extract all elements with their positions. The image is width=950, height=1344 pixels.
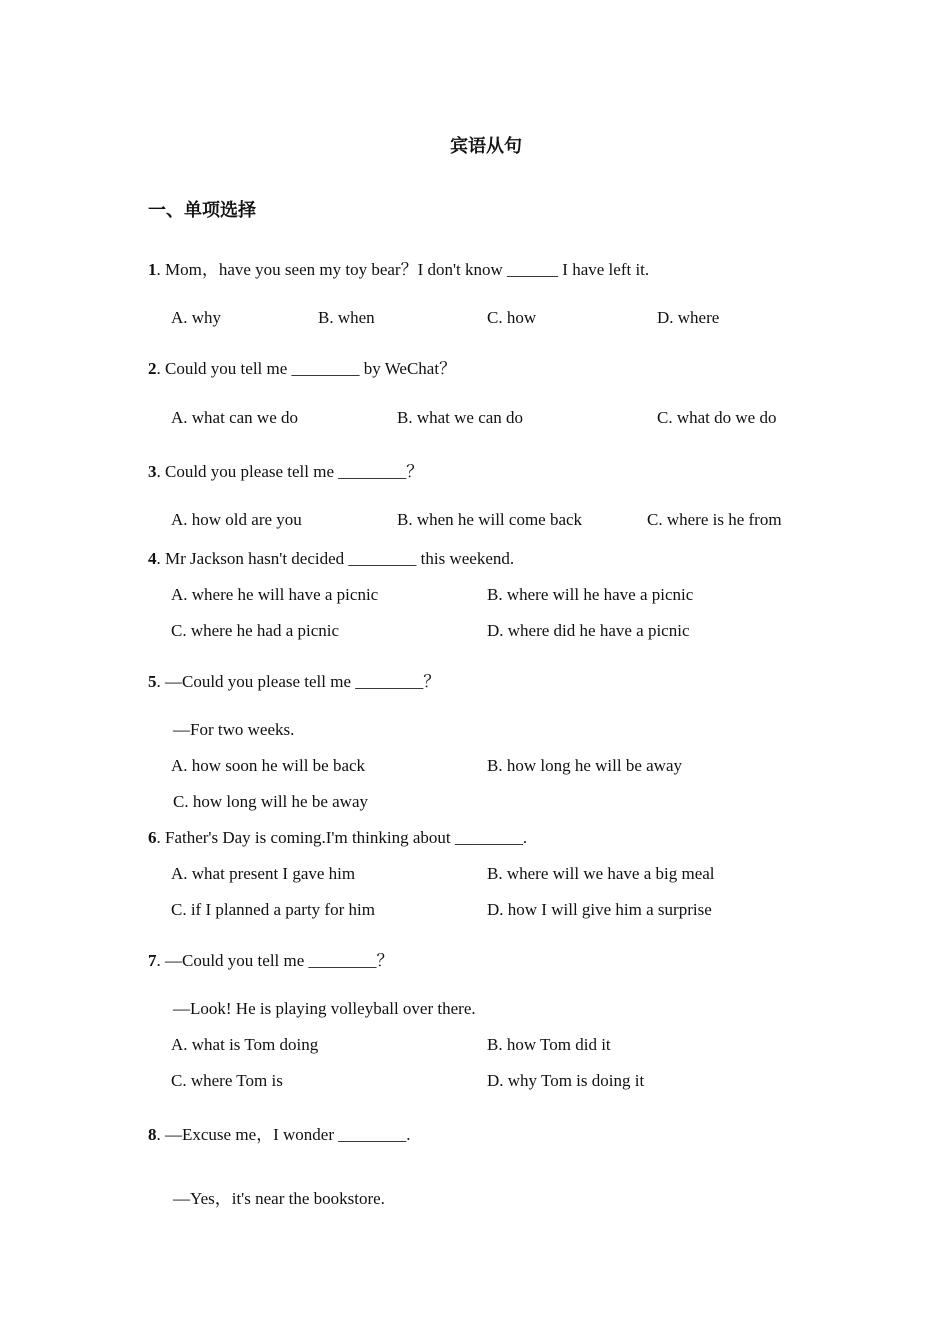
option-4d: D. where did he have a picnic [487, 621, 690, 640]
question-5 [148, 671, 440, 693]
option-7c: C. where Tom is [171, 1071, 283, 1090]
option-2c: C. what do we do [657, 408, 777, 427]
option-2b: B. what we can do [397, 408, 524, 427]
question-1 [148, 259, 649, 281]
option-5a: A. how soon he will be back [171, 756, 366, 775]
option-6c: C. if I planned a party for him [171, 900, 375, 919]
question-number: 2 [148, 359, 157, 378]
reply-7: —Look! He is playing volleyball over there. [173, 999, 476, 1018]
reply-5: —For two weeks. [173, 720, 295, 739]
question-number: 4 [148, 549, 157, 568]
option-6a: A. what present I gave him [171, 864, 356, 883]
option-4c: C. where he had a picnic [171, 621, 340, 640]
page-title: 宾语从句 [450, 136, 522, 157]
option-7d: D. why Tom is doing it [487, 1071, 645, 1090]
question-stem: . —Could you please tell me ________？ [156, 672, 441, 691]
question-number: 5 [148, 672, 157, 691]
question-number: 8 [148, 1125, 157, 1144]
question-stem: . Father's Day is coming.I'm thinking about ________. [156, 828, 528, 847]
question-stem: . —Could you tell me ________？ [156, 951, 394, 970]
option-4b: B. where will he have a picnic [487, 585, 694, 604]
option-5b: B. how long he will be away [487, 756, 682, 775]
question-stem: . —Excuse me，I wonder ________. [156, 1125, 411, 1144]
option-6d: D. how I will give him a surprise [487, 900, 712, 919]
question-stem: . Mom，have you seen my toy bear？I don't know ______ I have left it. [156, 260, 650, 279]
question-4 [148, 548, 514, 570]
section-heading: 一、单项选择 [148, 200, 256, 221]
question-number: 7 [148, 951, 157, 970]
option-5c: C. how long will he be away [173, 792, 368, 811]
question-6 [148, 827, 527, 849]
question-3 [148, 461, 423, 483]
question-stem: . Could you please tell me ________？ [156, 462, 424, 481]
option-1b: B. when [318, 308, 375, 327]
option-3c: C. where is he from [647, 510, 782, 529]
question-7 [148, 950, 394, 972]
option-7b: B. how Tom did it [487, 1035, 611, 1054]
option-1c: C. how [487, 308, 537, 327]
option-1d: D. where [657, 308, 720, 327]
question-8 [148, 1124, 411, 1146]
option-7a: A. what is Tom doing [171, 1035, 319, 1054]
question-stem: . Mr Jackson hasn't decided ________ this weekend. [156, 549, 515, 568]
reply-8: —Yes，it's near the bookstore. [173, 1189, 385, 1208]
option-3b: B. when he will come back [397, 510, 583, 529]
option-2a: A. what can we do [171, 408, 298, 427]
question-number: 3 [148, 462, 157, 481]
question-stem: . Could you tell me ________ by WeChat？ [156, 359, 457, 378]
question-number: 1 [148, 260, 157, 279]
option-1a: A. why [171, 308, 222, 327]
option-4a: A. where he will have a picnic [171, 585, 379, 604]
option-3a: A. how old are you [171, 510, 302, 529]
question-number: 6 [148, 828, 157, 847]
option-6b: B. where will we have a big meal [487, 864, 715, 883]
question-2 [148, 358, 456, 380]
